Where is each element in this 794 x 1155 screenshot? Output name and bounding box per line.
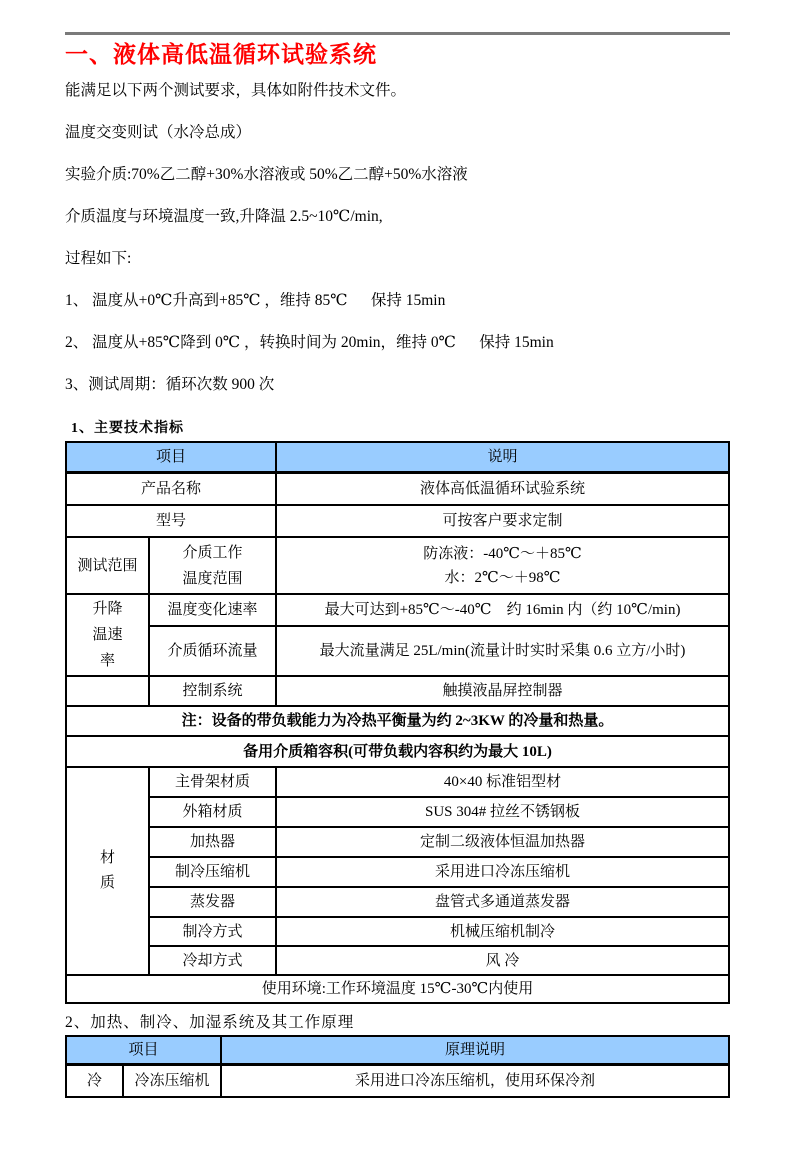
section1-heading: 1、主要技术指标 bbox=[71, 421, 184, 436]
paragraph-test-name: 温度交变则试（水冷总成） bbox=[65, 124, 252, 141]
paragraph-process: 过程如下: bbox=[65, 250, 132, 267]
cell-value: 采用进口冷冻压缩机，使用环保冷剂 bbox=[221, 1065, 729, 1097]
cell-value: 采用进口冷冻压缩机 bbox=[276, 857, 729, 887]
spec-header-row bbox=[66, 442, 729, 472]
note-row bbox=[66, 706, 729, 736]
page-title: 一、液体高低温循环试验系统 bbox=[65, 41, 377, 67]
top-rule bbox=[65, 32, 730, 35]
table-row bbox=[66, 537, 729, 594]
cell-value: 可按客户要求定制 bbox=[276, 505, 729, 537]
env-text: 使用环境:工作环境温度 15℃-30℃内使用 bbox=[66, 975, 729, 1003]
table-row bbox=[66, 767, 729, 797]
principle-header-desc: 原理说明 bbox=[221, 1036, 729, 1065]
cell-group-text: 材质 bbox=[99, 850, 115, 891]
note-text: 注：设备的带负载能力为冷热平衡量为约 2~3KW 的冷量和热量。 bbox=[66, 706, 729, 736]
cell-value: 最大可达到+85℃～-40℃ 约 16min 内（约 10℃/min) bbox=[276, 594, 729, 626]
cell-label: 型号 bbox=[66, 505, 276, 537]
cell-group: 冷 bbox=[66, 1065, 123, 1097]
list-item-2: 2、 温度从+85℃降到 0℃ ，转换时间为 20min，维持 0℃ 保持 15min bbox=[65, 334, 554, 351]
cell-label: 产品名称 bbox=[66, 472, 276, 505]
cell-value bbox=[276, 537, 729, 594]
section2-heading: 2、加热、制冷、加湿系统及其工作原理 bbox=[65, 1014, 355, 1031]
cell-value: 液体高低温循环试验系统 bbox=[276, 472, 729, 505]
cell-label: 加热器 bbox=[149, 827, 276, 857]
cell-value: 风 冷 bbox=[276, 946, 729, 975]
table-row bbox=[66, 676, 729, 706]
cell-label: 蒸发器 bbox=[149, 887, 276, 917]
table-row bbox=[66, 887, 729, 917]
cell-group: 测试范围 bbox=[66, 537, 149, 594]
env-row bbox=[66, 975, 729, 1003]
document-page bbox=[0, 32, 794, 1155]
paragraph-medium: 实验介质:70%乙二醇+30%水溶液或 50%乙二醇+50%水溶液 bbox=[65, 166, 468, 183]
principle-table bbox=[65, 1035, 730, 1098]
cell-value-line2: 水：2℃～＋98℃ bbox=[444, 569, 561, 586]
cell-value-line1: 防冻液：-40℃～＋85℃ bbox=[423, 545, 582, 562]
principle-header-row bbox=[66, 1036, 729, 1065]
cell-group-empty bbox=[66, 676, 149, 706]
cell-label: 控制系统 bbox=[149, 676, 276, 706]
tank-row bbox=[66, 736, 729, 767]
cell-label: 制冷方式 bbox=[149, 917, 276, 946]
table-row bbox=[66, 827, 729, 857]
cell-value: 40×40 标准铝型材 bbox=[276, 767, 729, 797]
spec-header-desc: 说明 bbox=[276, 442, 729, 472]
cell-label-text: 介质工作温度范围 bbox=[182, 544, 243, 587]
cell-label: 冷冻压缩机 bbox=[123, 1065, 221, 1097]
cell-label: 介质循环流量 bbox=[149, 626, 276, 676]
table-row bbox=[66, 917, 729, 946]
cell-label: 主骨架材质 bbox=[149, 767, 276, 797]
table-row bbox=[66, 946, 729, 975]
principle-header-item: 项目 bbox=[66, 1036, 221, 1065]
cell-value: 定制二级液体恒温加热器 bbox=[276, 827, 729, 857]
spec-table bbox=[65, 441, 730, 1004]
table-row bbox=[66, 505, 729, 537]
cell-value: 最大流量满足 25L/min(流量计时实时采集 0.6 立方/小时) bbox=[276, 626, 729, 676]
list-item-1: 1、 温度从+0℃升高到+85℃ ，维持 85℃ 保持 15min bbox=[65, 292, 446, 309]
cell-group-text: 升降温速率 bbox=[92, 601, 123, 669]
cell-group bbox=[66, 594, 149, 676]
table-row bbox=[66, 797, 729, 827]
list-item-3: 3、测试周期：循环次数 900 次 bbox=[65, 376, 275, 393]
spec-header-item: 项目 bbox=[66, 442, 276, 472]
paragraph-intro: 能满足以下两个测试要求，具体如附件技术文件。 bbox=[65, 82, 407, 99]
cell-value: SUS 304# 拉丝不锈钢板 bbox=[276, 797, 729, 827]
tank-text: 备用介质箱容积(可带负载内容积约为最大 10L) bbox=[66, 736, 729, 767]
table-row bbox=[66, 857, 729, 887]
cell-label: 制冷压缩机 bbox=[149, 857, 276, 887]
cell-value: 机械压缩机制冷 bbox=[276, 917, 729, 946]
cell-group bbox=[66, 767, 149, 975]
cell-value: 盘管式多通道蒸发器 bbox=[276, 887, 729, 917]
cell-value: 触摸液晶屏控制器 bbox=[276, 676, 729, 706]
paragraph-temp-rate: 介质温度与环境温度一致,升降温 2.5~10℃/min, bbox=[65, 208, 383, 225]
cell-label: 冷却方式 bbox=[149, 946, 276, 975]
table-row bbox=[66, 472, 729, 505]
table-row bbox=[66, 626, 729, 676]
table-row bbox=[66, 1065, 729, 1097]
table-row bbox=[66, 594, 729, 626]
cell-label: 外箱材质 bbox=[149, 797, 276, 827]
cell-label: 温度变化速率 bbox=[149, 594, 276, 626]
cell-label bbox=[149, 537, 276, 594]
